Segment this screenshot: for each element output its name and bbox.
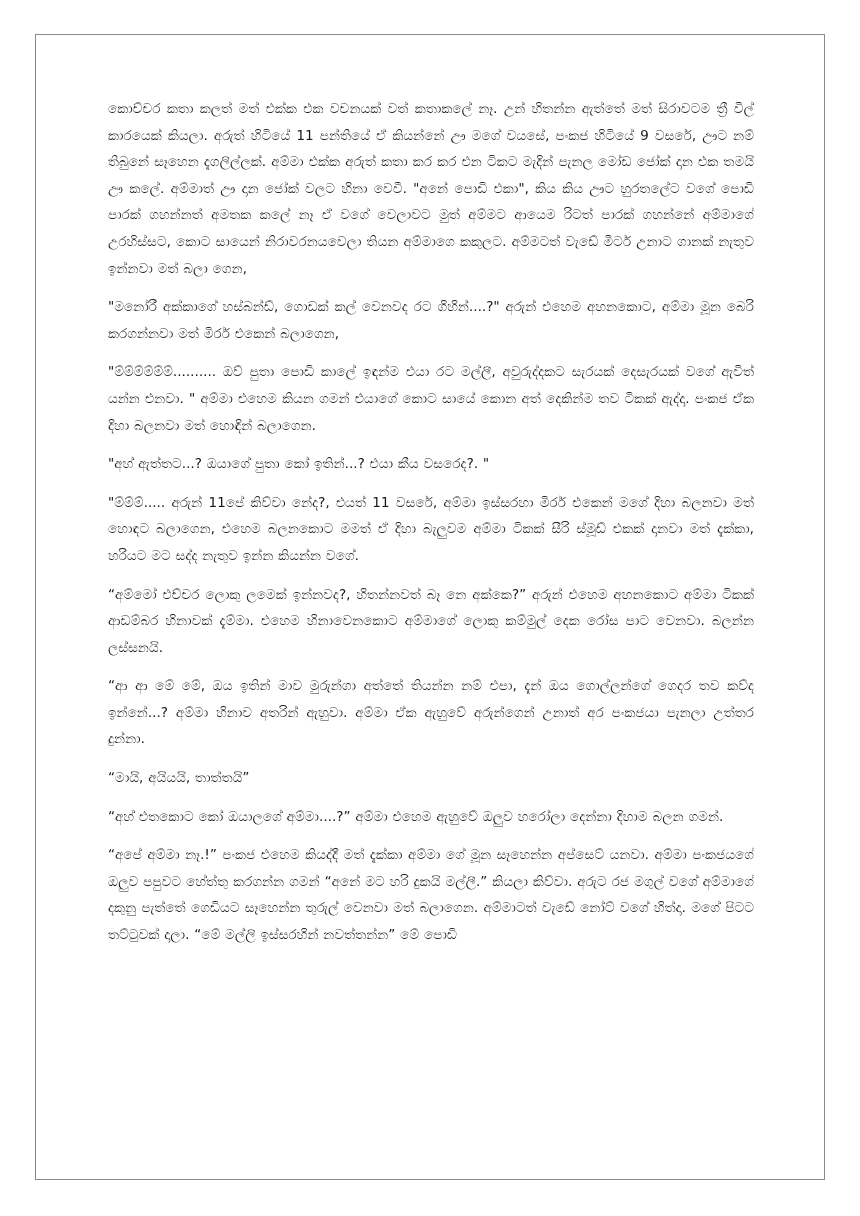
paragraph-8: “මායි, අයියයි, තාත්තයි” <box>108 770 250 787</box>
paragraph-1: කොච්චර කතා කලත් මත් එක්ක එක වචනයක් වත් කතාකලේ නෑ. උන් හිතන්න ඇත්තේ මත් සිරාවටම ත්‍රී වීල් කාරයෙක් කියලා. අරුත් හිටියේ 11 පන්තියේ ඒ කියන්නේ ඌ මගේ වයසේ, පංකජ හිටියේ 9 වසරේ, ඌට නම් තිබුනේ සෑහෙන දැගලිල්ලක්. අම්මා එක්ක අරුත් කතා කර කර එන ටිකට මැදින් පැනල මෝඩ ජෝක් දාන එක තමයි ඌ කලේ. අම්මාත් ඌ දාන ජෝක් වලට හිනා වෙවී. "අනේ පොඩි එකා", කිය කිය ඌට හුරතලේට වගේ පොඩි පාරක් ගහන්නත් අමතක කලේ නෑ ඒ වගේ වෙලාවට මුත් අම්මට ආයෙම රිටත් පාරක් ගහන්නේ අම්මාගේ උරහිස්සට, කොට සායෙන් නිරාවරනයවෙලා තියන අම්මාගෙ කකුලට. අම්මටත් වැඩේ මීටර් උනාට ගානක් නැතුව ඉන්නවා මත් බලා ගෙන, <box>108 101 754 277</box>
paragraph-4: "අහ් ඇත්තට...? ඔයාගේ පුතා කෝ ඉතින්...? එයා කීය වසරෙද?. " <box>108 456 490 473</box>
document-body <box>108 96 754 1180</box>
paragraph-9: “අහ් එතකොට කෝ ඔයාලගේ අම්මා....?” අම්මා එහෙම ඇහුවේ ඔලුව හරෝලා දෙන්නා දිහාම බලන ගමන්. <box>108 808 724 825</box>
paragraph-10: “අපේ අම්මා නෑ.!” පංකජ එහෙම කියද්දී මත් දැක්කා අම්මා ගේ මූන සෑහෙන්න අප්සෙට් යනවා. අම්මා පංකජයගේ ඔලුව පපුවට හේත්තු කරගන්න ගමන් “අනේ මට හරි දුකයි මල්ලී.” කියලා කිව්වා. අරුට රජ මගුල් වගේ අම්මාගේ දකුනු පැත්තේ ගෙඩියට සෑහෙන්න තුරුල් වෙනවා මත් බලාගෙන. අම්මාටත් වැඩේ නෝට් වගේ හිත්දා. මගේ පිටට තට්ටුවක් දාලා. “මේ මල්ලි ඉස්සරහින් නවත්තන්න” මේ පොඩි <box>108 847 754 944</box>
paragraph-7: “ආ ආ මේ මේ, ඔය ඉතින් මාව මුරුන්ගා අත්තේ තියන්න නම් එපා, දැන් ඔය ගොල්ලන්ගේ ගෙදර තව කව්ද ඉන්නේ...? අම්මා හිනාව අතරින් ඇහුවා. අම්මා ඒක ඇහුවේ අරුන්ගෙන් උනාත් අර පංකජයා පැනලා උත්තර දුන්නා. <box>108 678 754 748</box>
paragraph-3: "ම්ම්ම්ම්ම්ම්.......... ඔව් පුතා පොඩි කාලේ ඉඳන්ම එයා රට මල්ලී, අවුරුද්දකට සැරයක් දෙසැරයක් වගේ ඇවිත් යන්න එනවා. " අම්මා එහෙම කියන ගමන් එයාගේ කොට සායේ කොන අත් දෙකින්ම තව ටිකක් ඇද්දා. පංකජ ඒක දිහා බලනවා මත් හොඳින් බලාගෙන. <box>108 364 754 434</box>
paragraph-6: “අම්මෝ එච්චර ලොකු ලමෙක් ඉන්නවද?, හිතන්නවත් බෑ නෙ අක්කෙ?” අරුන් එහෙම අහනකොට අම්මා ටිකක් ආඩම්බර හිනාවක් දැම්මා. එහෙම හිනාවෙනකොට අම්මාගේ ලොකු කම්මුල් දෙක රෝස පාට වෙනවා. බලන්න ලස්සනයි. <box>108 586 754 656</box>
paragraph-2: "මනෝරී අක්කාගේ හස්බන්ඩ්, ගොඩක් කල් වෙනවද රට ගිහින්....?" අරුන් එහෙම අහනකොට, අම්මා මූන බෙරි කරගන්නවා මත් මිරර් එකෙන් බලාගෙන, <box>108 299 754 342</box>
paragraph-5: "ම්ම්ම්..... අරුන් 11පේ කිව්වා නේද?, එයත් 11 වසරේ, අම්මා ඉස්සරහා මිරර් එකෙන් මගේ දිහා බලනවා මත් හොඳට බලාගෙන, එහෙම බලනකොට මමත් ඒ දිහා බැලුවම අම්මා ටිකක් සීරි ස්මූඩ් එකක් දානවා මත් දැක්කා, හරියට මට සද්ද නැතුව ඉන්න කියන්න වගේ. <box>108 494 754 564</box>
